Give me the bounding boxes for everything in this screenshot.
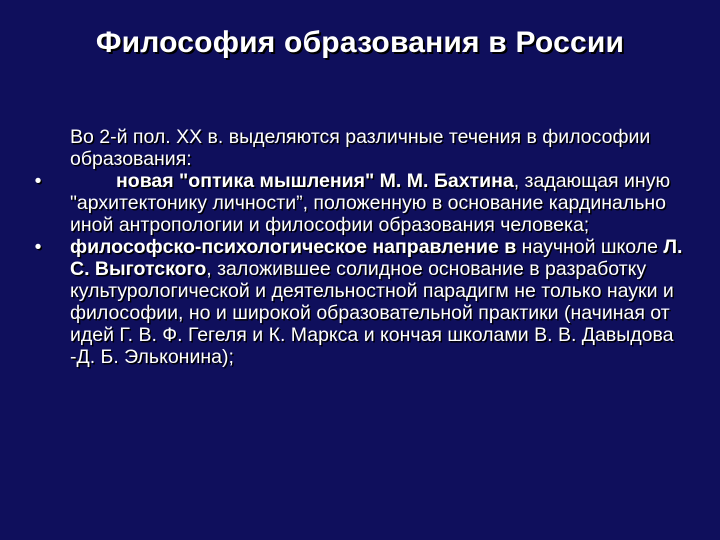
bullet-item-bakhtin — [28, 170, 688, 236]
bakhtin-rest-text: , задающая иную "архитектонику личности”, положенную в основание кардинально иной антропологии и философии образования человека; — [70, 170, 671, 236]
bullet-list — [28, 170, 688, 368]
bullet-icon: • — [34, 236, 42, 258]
slide-title: Философия образования в России — [95, 26, 625, 59]
vygotsky-bold-start: философско-психологическое направление в — [70, 236, 517, 258]
vygotsky-name: Л. С. Выготского — [70, 236, 683, 280]
slide-body — [28, 126, 688, 368]
vygotsky-mid-text: научной школе — [516, 236, 664, 258]
bullet-item-vygotsky — [28, 236, 688, 368]
intro-text: Во 2-й пол. XX в. выделяются различные течения в философии образования: — [70, 126, 651, 170]
bakhtin-bold-text: новая "оптика мышления" М. М. Бахтина — [116, 170, 514, 192]
bullet-icon: • — [34, 170, 42, 192]
vygotsky-rest-text: , заложившее солидное основание в разработку культурологической и деятельностной парадигм не только науки и философии, но и широкой образовательной практики (начиная от идей Г. В. Ф. Гегеля и К. Маркса и кончая школами В. В. Давыдова -Д. Б. Эльконина); — [70, 258, 674, 368]
